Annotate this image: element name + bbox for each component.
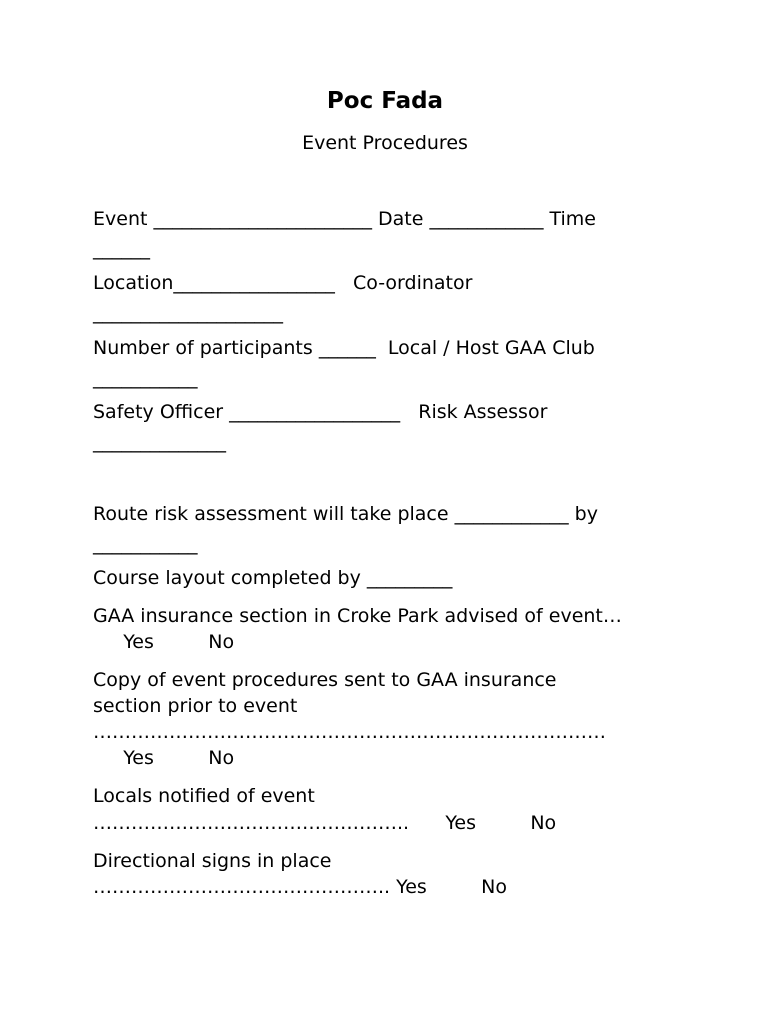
document-title: Poc Fada: [326, 88, 444, 114]
document-subtitle: Event Procedures: [302, 132, 468, 154]
procedures-sent-line: Copy of event procedures sent to GAA insurance: [93, 669, 557, 691]
locals-notified-yes-no: ………………………………………….. Yes No: [93, 812, 557, 834]
route-risk-line: Route risk assessment will take place ____________ by: [93, 503, 598, 525]
event-line: Event _______________________ Date ____________ Time: [93, 208, 596, 230]
host-club-blank-line: ___________: [93, 367, 198, 389]
procedures-sent-yes-no: Yes No: [93, 747, 235, 769]
procedures-sent-dots: ………………………………………………………………………: [93, 721, 606, 743]
procedures-sent-line-2: section prior to event: [93, 695, 298, 717]
insurance-advised-yes-no: Yes No: [93, 631, 235, 653]
participants-line: Number of participants ______ Local / Host GAA Club: [93, 337, 595, 359]
coordinator-blank-line: ____________________: [93, 302, 283, 324]
directional-signs-line: Directional signs in place: [93, 850, 332, 872]
risk-assessor-blank-line: ______________: [93, 431, 226, 453]
location-line: Location_________________ Co-ordinator: [93, 272, 473, 294]
directional-signs-yes-no: ……………………………………….. Yes No: [93, 876, 507, 898]
safety-officer-line: Safety Officer __________________ Risk Assessor: [93, 401, 548, 423]
insurance-advised-line: GAA insurance section in Croke Park advised of event…: [93, 605, 622, 627]
time-blank-line: ______: [93, 238, 150, 260]
route-risk-by-blank-line: ___________: [93, 533, 198, 555]
locals-notified-line: Locals notified of event: [93, 785, 315, 807]
course-layout-line: Course layout completed by _________: [93, 567, 453, 589]
